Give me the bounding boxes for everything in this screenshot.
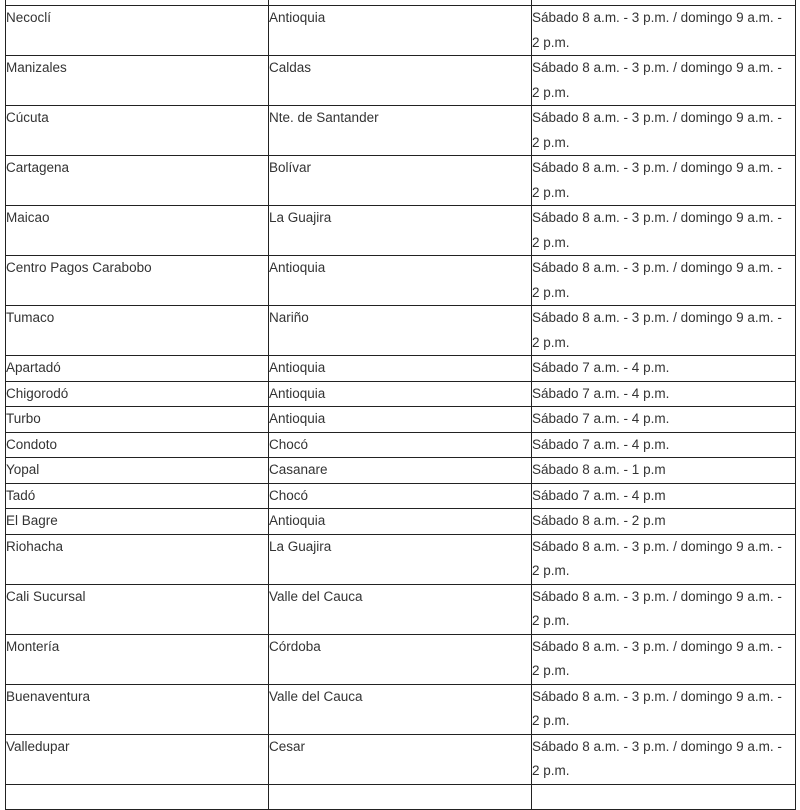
department-cell: Chocó (269, 432, 532, 458)
department-cell: Caldas (269, 56, 532, 106)
hours-cell: Sábado 7 a.m. - 4 p.m. (532, 381, 796, 407)
table-row (6, 584, 796, 634)
hours-cell: Sábado 8 a.m. - 3 p.m. / domingo 9 a.m. - 2 p.m. (532, 306, 796, 356)
table-row (6, 684, 796, 734)
hours-cell: Sábado 7 a.m. - 4 p.m (532, 483, 796, 509)
department-cell: Nariño (269, 306, 532, 356)
department-cell: Antioquia (269, 407, 532, 433)
department-cell: Valle del Cauca (269, 684, 532, 734)
department-cell: Nte. de Santander (269, 106, 532, 156)
table-row-partial-bottom (6, 784, 796, 809)
table-row (6, 306, 796, 356)
schedule-table (5, 0, 796, 810)
hours-cell: Sábado 8 a.m. - 3 p.m. / domingo 9 a.m. - 2 p.m. (532, 6, 796, 56)
city-cell: Condoto (6, 432, 269, 458)
department-cell: Antioquia (269, 509, 532, 535)
department-cell: Antioquia (269, 6, 532, 56)
hours-cell: Sábado 8 a.m. - 3 p.m. / domingo 9 a.m. - 2 p.m. (532, 56, 796, 106)
city-cell: Valledupar (6, 734, 269, 784)
department-cell: Antioquia (269, 256, 532, 306)
table-row (6, 256, 796, 306)
table-row (6, 407, 796, 433)
city-cell: Montería (6, 634, 269, 684)
city-cell: Centro Pagos Carabobo (6, 256, 269, 306)
department-cell: Córdoba (269, 634, 532, 684)
table-row (6, 634, 796, 684)
hours-cell: Sábado 7 a.m. - 4 p.m. (532, 356, 796, 382)
hours-cell: Sábado 7 a.m. - 4 p.m. (532, 432, 796, 458)
city-cell: Necoclí (6, 6, 269, 56)
hours-cell: Sábado 8 a.m. - 2 p.m (532, 509, 796, 535)
city-cell: Turbo (6, 407, 269, 433)
table-row (6, 356, 796, 382)
department-cell: Casanare (269, 458, 532, 484)
department-cell: Bolívar (269, 156, 532, 206)
city-cell: Cúcuta (6, 106, 269, 156)
department-cell: Valle del Cauca (269, 584, 532, 634)
table-row (6, 6, 796, 56)
city-cell: Riohacha (6, 534, 269, 584)
hours-cell: Sábado 8 a.m. - 3 p.m. / domingo 9 a.m. - 2 p.m. (532, 634, 796, 684)
hours-cell: Sábado 8 a.m. - 3 p.m. / domingo 9 a.m. - 2 p.m. (532, 534, 796, 584)
schedule-table-body (6, 0, 796, 809)
hours-cell: Sábado 8 a.m. - 3 p.m. / domingo 9 a.m. - 2 p.m. (532, 584, 796, 634)
department-cell: Cesar (269, 734, 532, 784)
hours-cell: Sábado 8 a.m. - 3 p.m. / domingo 9 a.m. - 2 p.m. (532, 734, 796, 784)
table-row (6, 534, 796, 584)
city-cell: Apartadó (6, 356, 269, 382)
city-cell: Manizales (6, 56, 269, 106)
city-cell: Tadó (6, 483, 269, 509)
city-cell: Chigorodó (6, 381, 269, 407)
department-cell: La Guajira (269, 206, 532, 256)
city-cell: Cali Sucursal (6, 584, 269, 634)
city-cell: Tumaco (6, 306, 269, 356)
table-row (6, 106, 796, 156)
hours-cell: Sábado 8 a.m. - 3 p.m. / domingo 9 a.m. - 2 p.m. (532, 684, 796, 734)
table-row (6, 734, 796, 784)
table-row (6, 381, 796, 407)
city-cell: El Bagre (6, 509, 269, 535)
table-row (6, 56, 796, 106)
hours-cell: Sábado 8 a.m. - 3 p.m. / domingo 9 a.m. - 2 p.m. (532, 206, 796, 256)
table-row (6, 432, 796, 458)
hours-cell: Sábado 8 a.m. - 3 p.m. / domingo 9 a.m. - 2 p.m. (532, 106, 796, 156)
city-cell: Yopal (6, 458, 269, 484)
hours-cell: Sábado 8 a.m. - 3 p.m. / domingo 9 a.m. - 2 p.m. (532, 256, 796, 306)
hours-cell: Sábado 8 a.m. - 1 p.m (532, 458, 796, 484)
hours-cell: Sábado 7 a.m. - 4 p.m. (532, 407, 796, 433)
schedule-table-wrapper (5, 0, 795, 810)
city-cell: Cartagena (6, 156, 269, 206)
city-cell: Maicao (6, 206, 269, 256)
table-row (6, 156, 796, 206)
department-cell: Antioquia (269, 356, 532, 382)
city-cell: Buenaventura (6, 684, 269, 734)
hours-cell: Sábado 8 a.m. - 3 p.m. / domingo 9 a.m. - 2 p.m. (532, 156, 796, 206)
table-row (6, 458, 796, 484)
table-row (6, 509, 796, 535)
table-row (6, 483, 796, 509)
department-cell: La Guajira (269, 534, 532, 584)
table-row (6, 206, 796, 256)
department-cell: Antioquia (269, 381, 532, 407)
department-cell: Chocó (269, 483, 532, 509)
